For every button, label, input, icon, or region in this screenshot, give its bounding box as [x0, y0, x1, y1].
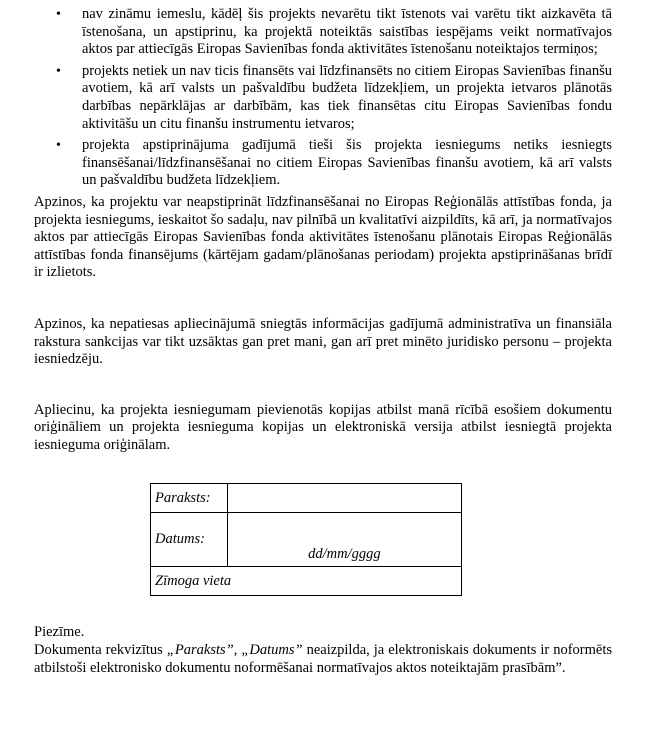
spacer	[34, 369, 612, 402]
bullet-list	[34, 6, 612, 190]
list-item	[34, 6, 612, 59]
date-format-hint: dd/mm/gggg	[308, 545, 381, 562]
bullet-icon: •	[56, 7, 61, 22]
paragraph-cofinancing: Apzinos, ka projektu var neapstiprināt līdzfinansēšanai no Eiropas Reģionālās attīstības fonda, ja projekta iesniegums, ieskaitot šo sadaļu, nav pilnībā un kvalitatīvi aizpildīts, kā arī, ja normatīvajos aktos par attiecīgās Eiropas Savienības fonda aktivitātes īstenošanu plānotais Eiropas Reģionālās attīstības fonda finansējums (kārtējam gadam/plānošanas periodam) projekta apstiprināšanas brīdī ir izlietots.	[34, 193, 612, 281]
bullet-text: nav zināmu iemeslu, kādēļ šis projekts nevarētu tikt īstenots vai varētu tikt aizkavēta tā īstenošana, un apstiprinu, ka projektā noteiktās saistības iespējams veikt normatīvajos aktos par attiecīgās Eiropas Savienības fonda aktivitātes īstenošanu noteiktajos termiņos;	[82, 6, 612, 58]
bullet-icon: •	[56, 138, 61, 154]
spacer	[34, 282, 612, 316]
note-text-after: neaizpilda, ja elektroniskais dokuments ir noformēts atbilstoši elektronisko dokumentu noformēšanai normatīvajos aktos noteiktajām prasībām”.	[34, 642, 612, 676]
signature-row	[151, 484, 462, 513]
bullet-text: projekta apstiprinājuma gadījumā tieši šis projekta iesniegums netiks iesniegts finansēšanai/līdzfinansēšanai no citiem Eiropas Savienības finanšu avotiem, kā arī valsts un pašvaldību budžeta līdzekļiem.	[82, 137, 612, 189]
bullet-text: projekts netiek un nav ticis finansēts vai līdzfinansēts no citiem Eiropas Savienības finanšu avotiem, kā arī valsts un pašvaldību budžeta līdzekļiem, un projekta ietvaros plānotās darbības nepārklājas ar darbībām, kas tiek finansētas citu Eiropas Savienības fondu aktivitāšu un citu finanšu instrumentu ietvaros;	[82, 62, 612, 132]
note-field-signature: „Paraksts”	[166, 642, 234, 659]
signature-table	[150, 483, 462, 596]
date-label: Datums:	[151, 513, 228, 567]
note-heading: Piezīme.	[34, 624, 85, 641]
signature-field[interactable]	[227, 484, 461, 513]
note-text-before: Dokumenta rekvizītus	[34, 642, 167, 659]
list-item	[34, 63, 612, 133]
note-text	[34, 642, 612, 677]
paragraph-copies: Apliecinu, ka projekta iesniegumam pievienotās kopijas atbilst manā rīcībā esošiem dokumentu oriģināliem un projekta iesnieguma kopijas un elektroniskā versija atbilst iesniegtā projekta iesnieguma oriģinālam.	[34, 401, 612, 453]
bullet-icon: •	[56, 63, 61, 79]
note-field-date: „Datums”	[241, 642, 303, 659]
date-field[interactable]	[227, 513, 461, 567]
stamp-field: Zīmoga vieta	[151, 567, 462, 596]
paragraph-sanctions: Apzinos, ka nepatiesas apliecinājumā sniegtās informācijas gadījumā administratīva un finansiāla rakstura sankcijas var tikt uzsāktas gan pret mani, gan arī pret minēto juridisko personu – projekta iesniedzēju.	[34, 315, 612, 368]
document-body	[34, 6, 612, 677]
note-separator: ,	[233, 642, 242, 659]
signature-label: Paraksts:	[151, 484, 228, 513]
list-item	[34, 137, 612, 190]
stamp-row	[151, 567, 462, 596]
date-row	[151, 513, 462, 567]
